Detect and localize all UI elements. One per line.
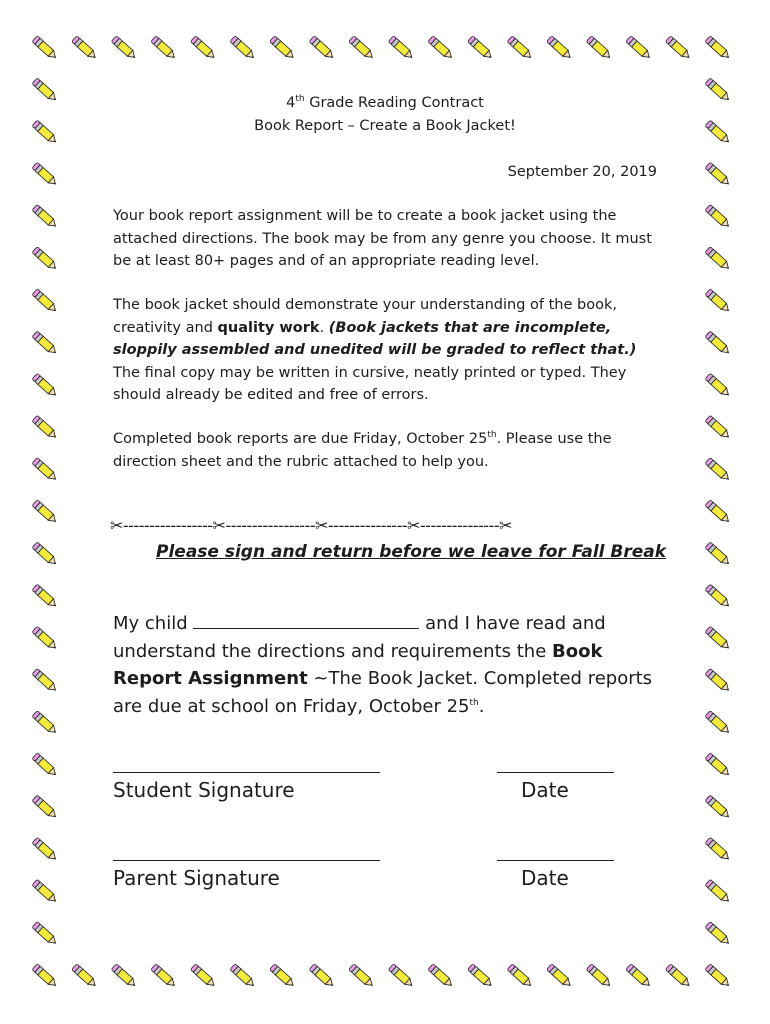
student-date-line[interactable] xyxy=(497,772,614,773)
child-name-blank[interactable] xyxy=(193,628,419,629)
assignment-name: Book Report Assignment xyxy=(113,640,603,689)
parent-date-line[interactable] xyxy=(497,860,614,861)
parent-signature-line[interactable] xyxy=(113,860,380,861)
student-date-label: Date xyxy=(521,778,569,802)
parent-date-label: Date xyxy=(521,866,569,890)
parent-signature-label: Parent Signature xyxy=(113,866,280,890)
return-instruction: Please sign and return before we leave for Fall Break xyxy=(156,542,667,562)
paragraph-expectations: The book jacket should demonstrate your understanding of the book, creativity and quality work. (Book jackets that are incomplete, sloppily assembled and unedited will be graded to reflect that.) The final copy may be written in cursive, neatly printed or typed. They should already be edited and free of errors. xyxy=(113,297,637,403)
quality-work-emphasis: quality work xyxy=(217,319,320,336)
scissors-cut-line: ✂-----------------✂-----------------✂---------------✂---------------✂ xyxy=(110,516,513,535)
student-signature-label: Student Signature xyxy=(113,778,295,802)
contract-date: September 20, 2019 xyxy=(507,164,657,180)
paragraph-assignment: Your book report assignment will be to create a book jacket using the attached directions. The book may be from any genre you choose. It must be at least 80+ pages and of an appropriate reading level. xyxy=(113,208,652,269)
agreement-statement: My child and I have read and understand the directions and requirements the Book Report Assignment ~The Book Jacket. Completed reports are due at school on Friday, October 25th. xyxy=(113,613,653,717)
paragraph-due-date: Completed book reports are due Friday, October 25th. Please use the direction sheet and the rubric attached to help you. xyxy=(113,430,612,470)
contract-title: 4th Grade Reading Contract xyxy=(286,94,484,111)
contract-subtitle: Book Report – Create a Book Jacket! xyxy=(254,118,516,134)
student-signature-line[interactable] xyxy=(113,772,380,773)
grading-warning: (Book jackets that are incomplete, sloppily assembled and unedited will be graded to reflect that.) xyxy=(113,319,637,358)
